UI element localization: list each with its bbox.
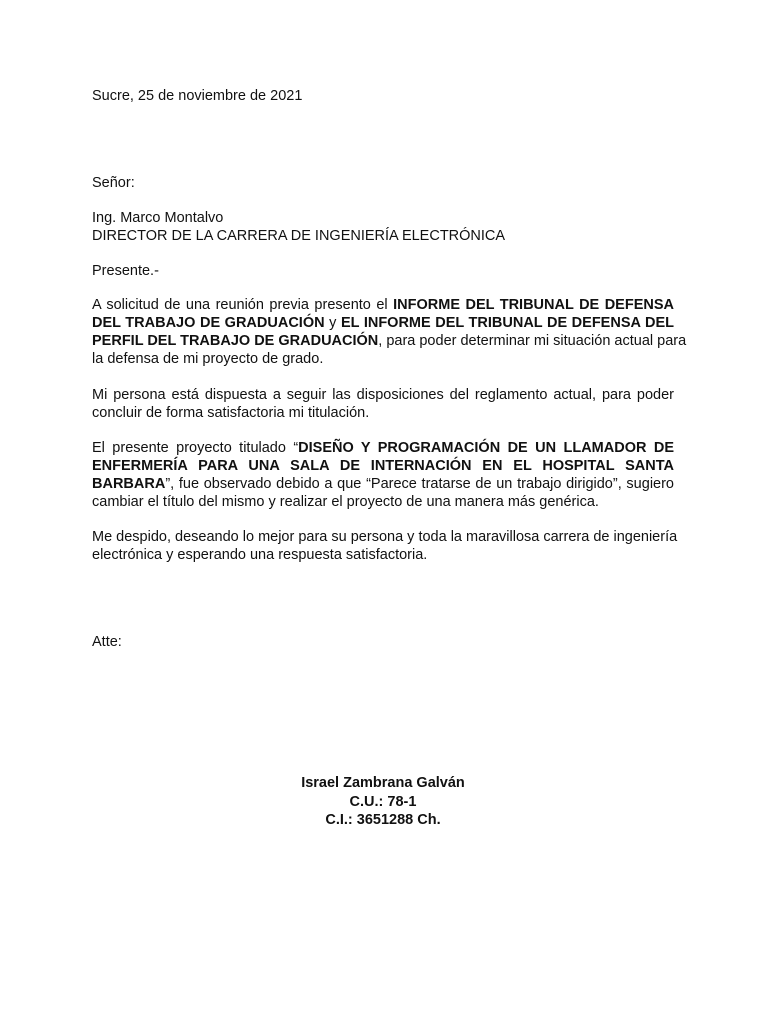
paragraph-1-line-3: PERFIL DEL TRABAJO DE GRADUACIÓN, para poder determinar mi situación actual para: [92, 333, 687, 349]
paragraph-4-line-1: Me despido, deseando lo mejor para su persona y toda la maravillosa carrera de ingeniería: [92, 529, 678, 545]
paragraph-1-line-4: la defensa de mi proyecto de grado.: [92, 351, 324, 367]
paragraph-3-line-4: cambiar el título del mismo y realizar el proyecto de una manera más genérica.: [92, 494, 599, 510]
recipient-name: Ing. Marco Montalvo: [92, 210, 224, 226]
paragraph-2-line-1: Mi persona está dispuesta a seguir las disposiciones del reglamento actual, para poder: [92, 387, 674, 403]
paragraph-2: [92, 386, 674, 422]
paragraph-4-line-2: electrónica y esperando una respuesta satisfactoria.: [92, 547, 428, 563]
signature-name: Israel Zambrana Galván: [301, 775, 465, 791]
place-date: Sucre, 25 de noviembre de 2021: [92, 88, 303, 104]
closing-atte: Atte:: [92, 634, 122, 650]
recipient-position: DIRECTOR DE LA CARRERA DE INGENIERÍA ELECTRÓNICA: [92, 228, 506, 244]
signature-ci: C.I.: 3651288 Ch.: [325, 812, 441, 828]
paragraph-3-line-2: ENFERMERÍA PARA UNA SALA DE INTERNACIÓN EN EL HOSPITAL SANTA: [92, 458, 674, 474]
paragraph-3-line-1: El presente proyecto titulado “DISEÑO Y PROGRAMACIÓN DE UN LLAMADOR DE: [92, 440, 674, 456]
paragraph-4: [92, 528, 678, 564]
paragraph-1: [92, 296, 687, 368]
salutation: Señor:: [92, 175, 135, 191]
paragraph-2-line-2: concluir de forma satisfactoria mi titulación.: [92, 405, 370, 421]
presente-line: Presente.-: [92, 263, 159, 279]
signature-cu: C.U.: 78-1: [349, 794, 417, 810]
paragraph-3: [92, 439, 674, 511]
paragraph-1-line-1: A solicitud de una reunión previa presento el INFORME DEL TRIBUNAL DE DEFENSA: [92, 297, 674, 313]
paragraph-1-line-2: DEL TRABAJO DE GRADUACIÓN y EL INFORME DEL TRIBUNAL DE DEFENSA DEL: [92, 315, 675, 331]
paragraph-3-line-3: BARBARA”, fue observado debido a que “Parece tratarse de un trabajo dirigido”, sugiero: [92, 476, 674, 492]
